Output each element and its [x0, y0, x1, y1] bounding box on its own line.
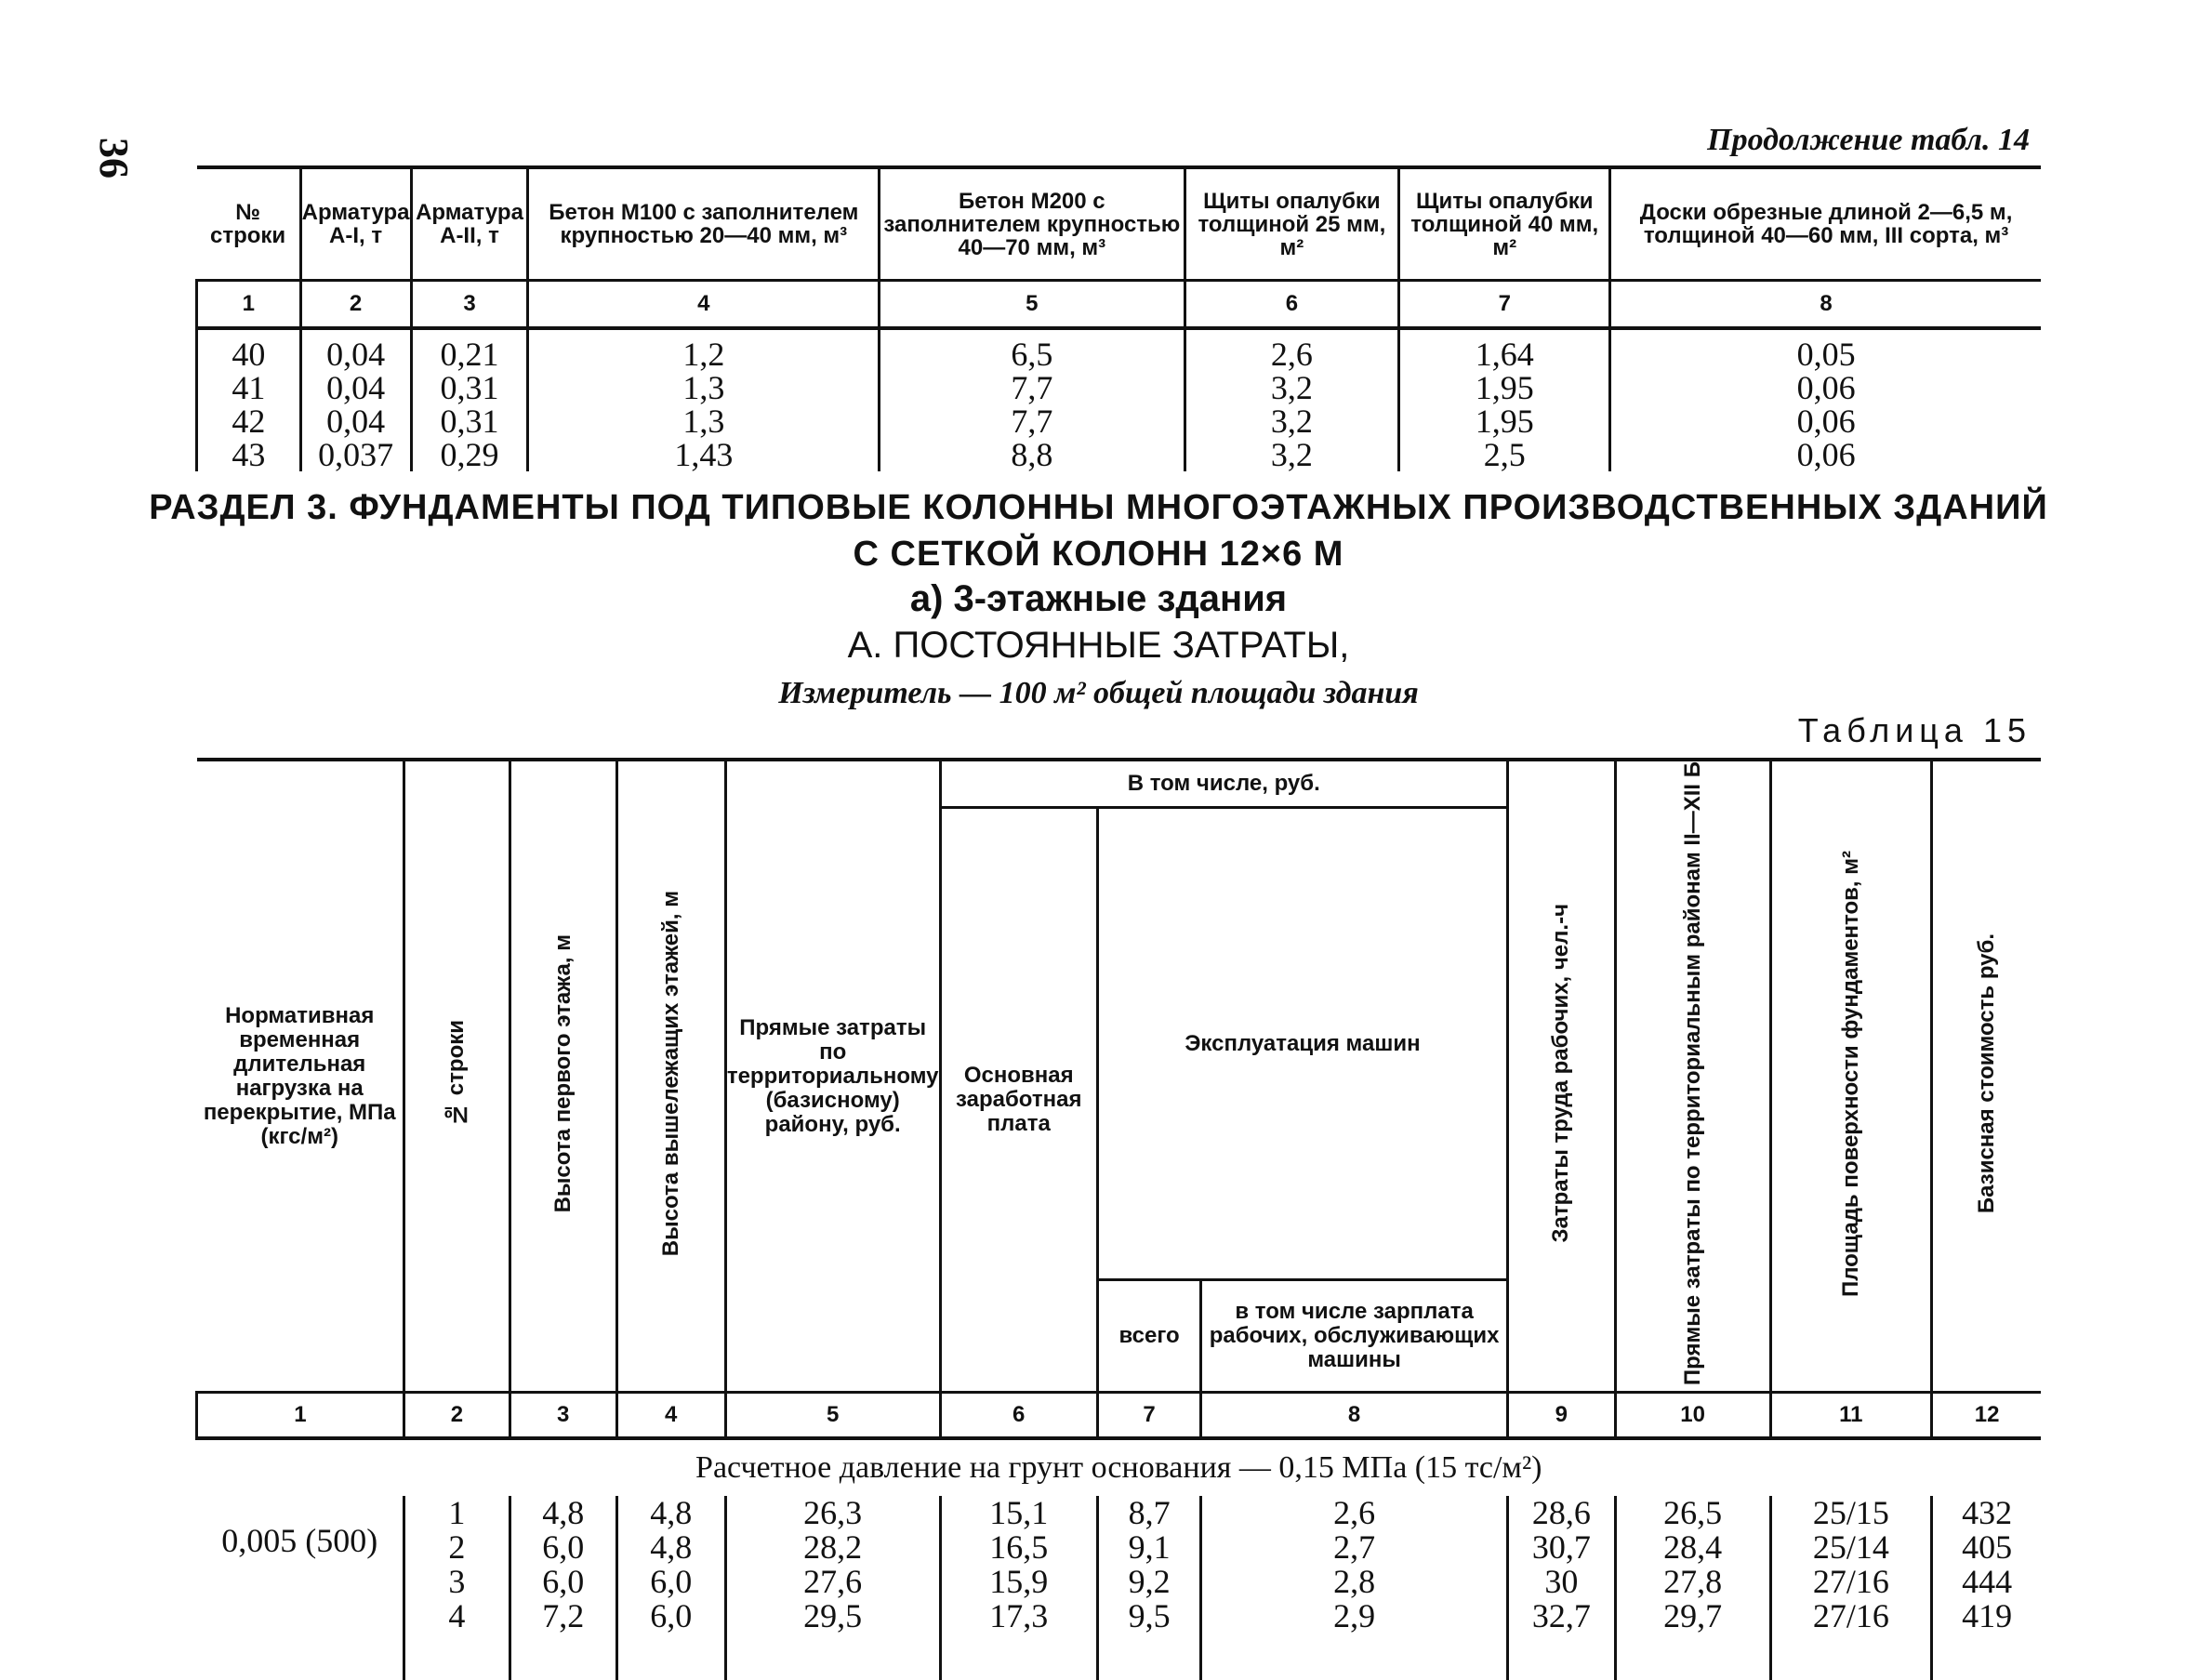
section-title-line2: С СЕТКОЙ КОЛОНН 12×6 М	[853, 535, 1344, 574]
t14-cell: 1,95	[1399, 371, 1610, 404]
t15-header-upper-floors: Высота вышележащих этажей, м	[616, 760, 725, 1393]
table-row	[197, 438, 2042, 471]
t15-header-area: Площадь поверхности фундаментов, м²	[1770, 760, 1932, 1393]
table-14	[195, 165, 2041, 471]
t14-header: № строки	[197, 167, 301, 281]
t15-cell: 2	[404, 1530, 510, 1565]
t15-header-group: В том числе, руб.	[940, 760, 1507, 808]
t14-cell: 0,05	[1610, 337, 2041, 371]
t15-cell: 6,0	[616, 1599, 725, 1634]
t14-cell: 0,31	[411, 404, 528, 438]
t14-header: Арматура А-I, т	[300, 167, 411, 281]
t15-cell: 4	[404, 1599, 510, 1634]
t14-cell: 0,31	[411, 371, 528, 404]
t14-col-number: 8	[1610, 281, 2041, 329]
t14-header: Бетон М100 с заполнителем крупностью 20—40 мм, м³	[528, 167, 880, 281]
t15-cell: 9,1	[1097, 1530, 1200, 1565]
table-15	[195, 758, 2041, 1680]
t15-cell: 1	[404, 1496, 510, 1530]
page-number: 36	[91, 138, 137, 179]
t15-cell: 3	[404, 1565, 510, 1599]
t14-cell: 0,06	[1610, 404, 2041, 438]
t15-col-number: 11	[1770, 1393, 1932, 1439]
t15-cell: 29,5	[725, 1599, 940, 1634]
t15-cell: 30,7	[1507, 1530, 1615, 1565]
t15-cell: 27/16	[1770, 1599, 1932, 1634]
t15-col-number: 6	[940, 1393, 1097, 1439]
t14-cell: 0,06	[1610, 438, 2041, 471]
t14-cell: 0,21	[411, 337, 528, 371]
t15-load-value: 0,005 (500)	[221, 1522, 378, 1560]
t15-header-regional-costs: Прямые затраты по территориальным районам II—XII Б	[1615, 760, 1770, 1393]
t14-cell: 0,04	[300, 371, 411, 404]
table-row	[197, 1496, 2042, 1530]
table-row	[197, 1565, 2042, 1599]
t15-cell: 6,0	[510, 1530, 616, 1565]
t14-col-number: 6	[1185, 281, 1399, 329]
t15-cell: 27/16	[1770, 1565, 1932, 1599]
t15-cell: 29,7	[1615, 1599, 1770, 1634]
t14-cell: 0,037	[300, 438, 411, 471]
t15-header-base-cost: Базисная стоимость руб.	[1932, 760, 2041, 1393]
t15-cell: 28,2	[725, 1530, 940, 1565]
continuation-caption: Продолжение табл. 14	[1707, 123, 2030, 157]
t14-cell: 1,43	[528, 438, 880, 471]
t15-cell: 6,0	[616, 1565, 725, 1599]
t15-header-load: Нормативная временная длительная нагрузка на перекрытие, МПа (кгс/м²)	[197, 760, 404, 1393]
t15-cell: 2,8	[1201, 1565, 1508, 1599]
table-row	[197, 404, 2042, 438]
t15-header-row-no: № строки	[404, 760, 510, 1393]
t14-cell: 0,04	[300, 404, 411, 438]
t15-cell: 419	[1932, 1599, 2041, 1634]
t15-header-wage: Основная заработная плата	[940, 808, 1097, 1393]
t14-col-number: 4	[528, 281, 880, 329]
table-row	[197, 1530, 2042, 1565]
table-row	[197, 337, 2042, 371]
t15-col-number: 7	[1097, 1393, 1200, 1439]
t15-cell: 16,5	[940, 1530, 1097, 1565]
t15-cell: 26,5	[1615, 1496, 1770, 1530]
t14-header: Доски обрезные длиной 2—6,5 м, толщиной 40—60 мм, III сорта, м³	[1610, 167, 2041, 281]
t15-col-number: 4	[616, 1393, 725, 1439]
t15-col-number: 9	[1507, 1393, 1615, 1439]
t15-header-machines: Эксплуатация машин	[1097, 808, 1507, 1280]
t15-col-number: 2	[404, 1393, 510, 1439]
cost-type-heading: А. ПОСТОЯННЫЕ ЗАТРАТЫ,	[847, 625, 1350, 666]
t15-cell: 4,8	[616, 1496, 725, 1530]
t14-cell: 7,7	[880, 371, 1185, 404]
t15-col-number: 5	[725, 1393, 940, 1439]
table-row	[197, 371, 2042, 404]
t14-cell: 7,7	[880, 404, 1185, 438]
t14-cell: 0,04	[300, 337, 411, 371]
t14-cell: 0,29	[411, 438, 528, 471]
t15-cell: 32,7	[1507, 1599, 1615, 1634]
t15-col-number: 3	[510, 1393, 616, 1439]
t15-cell: 26,3	[725, 1496, 940, 1530]
table-label: Таблица 15	[1797, 711, 2032, 749]
t15-cell: 444	[1932, 1565, 2041, 1599]
t14-cell: 1,64	[1399, 337, 1610, 371]
section-title: РАЗДЕЛ 3. ФУНДАМЕНТЫ ПОД ТИПОВЫЕ КОЛОННЫ МНОГОЭТАЖНЫХ ПРОИЗВОДСТВЕННЫХ ЗДАНИЙ	[149, 488, 2048, 527]
t14-col-number: 2	[300, 281, 411, 329]
t14-cell: 2,6	[1185, 337, 1399, 371]
t15-cell: 2,6	[1201, 1496, 1508, 1530]
t15-header-machines-total: всего	[1097, 1280, 1200, 1393]
t14-cell: 3,2	[1185, 371, 1399, 404]
t14-cell: 0,06	[1610, 371, 2041, 404]
t15-cell: 28,4	[1615, 1530, 1770, 1565]
t15-cell: 9,2	[1097, 1565, 1200, 1599]
t14-cell: 8,8	[880, 438, 1185, 471]
t14-cell: 43	[197, 438, 301, 471]
t14-cell: 41	[197, 371, 301, 404]
t15-cell: 15,9	[940, 1565, 1097, 1599]
t15-cell: 25/14	[1770, 1530, 1932, 1565]
t15-col-number: 8	[1201, 1393, 1508, 1439]
pressure-label: Расчетное давление на грунт основания — 0,15 МПа (15 тс/м²)	[695, 1450, 1542, 1486]
t14-header: Бетон М200 с заполнителем крупностью 40—70 мм, м³	[880, 167, 1185, 281]
t14-cell: 1,2	[528, 337, 880, 371]
t15-cell: 8,7	[1097, 1496, 1200, 1530]
t14-header: Арматура А-II, т	[411, 167, 528, 281]
t15-cell: 30	[1507, 1565, 1615, 1599]
t15-header-labor: Затраты труда рабочих, чел.-ч	[1507, 760, 1615, 1393]
t15-cell: 27,8	[1615, 1565, 1770, 1599]
t15-cell: 405	[1932, 1530, 2041, 1565]
t15-cell: 28,6	[1507, 1496, 1615, 1530]
t15-header-direct-costs: Прямые затраты по территориальному (базисному) району, руб.	[725, 760, 940, 1393]
t15-header-machines-wage: в том числе зарплата рабочих, обслуживающих машины	[1201, 1280, 1508, 1393]
t15-cell: 2,7	[1201, 1530, 1508, 1565]
t14-cell: 1,3	[528, 404, 880, 438]
measure-caption: Измеритель — 100 м² общей площади здания	[778, 676, 1419, 710]
t14-cell: 1,95	[1399, 404, 1610, 438]
t15-col-number: 12	[1932, 1393, 2041, 1439]
t14-cell: 3,2	[1185, 404, 1399, 438]
t15-cell: 6,0	[510, 1565, 616, 1599]
t15-cell: 27,6	[725, 1565, 940, 1599]
t14-header: Щиты опалубки толщиной 25 мм, м²	[1185, 167, 1399, 281]
t14-col-number: 7	[1399, 281, 1610, 329]
t15-col-number: 1	[197, 1393, 404, 1439]
t15-cell: 7,2	[510, 1599, 616, 1634]
t14-header: Щиты опалубки толщиной 40 мм, м²	[1399, 167, 1610, 281]
t14-cell: 40	[197, 337, 301, 371]
t15-cell: 9,5	[1097, 1599, 1200, 1634]
t15-cell: 25/15	[1770, 1496, 1932, 1530]
t15-cell: 4,8	[510, 1496, 616, 1530]
t15-cell: 4,8	[616, 1530, 725, 1565]
t15-cell: 15,1	[940, 1496, 1097, 1530]
t14-cell: 6,5	[880, 337, 1185, 371]
t14-cell: 42	[197, 404, 301, 438]
t15-cell: 17,3	[940, 1599, 1097, 1634]
t15-cell: 2,9	[1201, 1599, 1508, 1634]
t14-col-number: 1	[197, 281, 301, 329]
t14-cell: 1,3	[528, 371, 880, 404]
t15-header-first-floor: Высота первого этажа, м	[510, 760, 616, 1393]
t14-cell: 2,5	[1399, 438, 1610, 471]
t15-cell: 432	[1932, 1496, 2041, 1530]
t14-cell: 3,2	[1185, 438, 1399, 471]
t14-col-number: 5	[880, 281, 1185, 329]
t15-col-number: 10	[1615, 1393, 1770, 1439]
table-row	[197, 1599, 2042, 1634]
section-subtitle: а) 3-этажные здания	[909, 578, 1288, 619]
t14-col-number: 3	[411, 281, 528, 329]
